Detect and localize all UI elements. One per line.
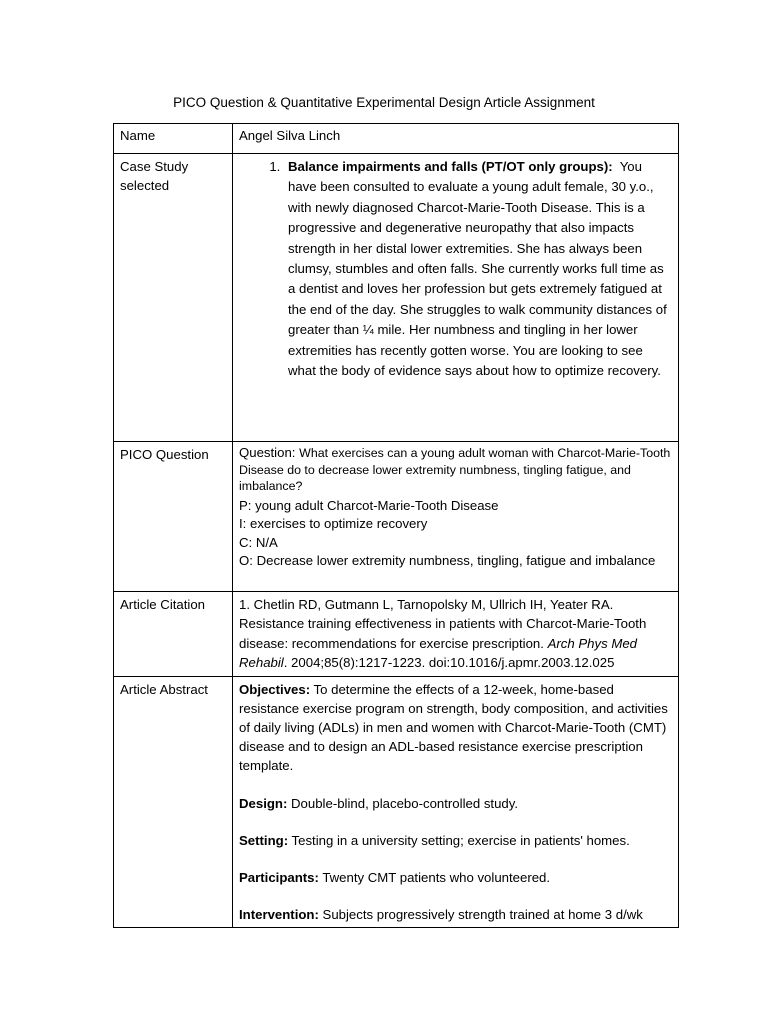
pico-o: O: Decrease lower extremity numbness, tingling, fatigue and imbalance [239, 553, 656, 569]
pico-i: I: exercises to optimize recovery [239, 516, 428, 532]
citation-tail: . 2004;85(8):1217-1223. doi:10.1016/j.apmr.2003.12.025 [283, 655, 615, 671]
design-text: Double-blind, placebo-controlled study. [291, 795, 519, 811]
name-label: Name [114, 124, 233, 154]
design-label: Design: [239, 795, 288, 811]
abstract-cell [233, 676, 679, 928]
abstract-design [239, 794, 672, 813]
citation-journal: Arch Phys Med Rehabil [239, 635, 638, 671]
objectives-label: Objectives: [239, 681, 311, 697]
objectives-text: To determine the effects of a 12-week, home-based resistance exercise program on strength, body composition, and activities of daily living (ADLs) in men and women with Charcot-Marie-Tooth (CMT) disease and to design an ADL-based resistance exercise prescription template. [239, 681, 668, 774]
table-row-citation [114, 592, 679, 677]
abstract-setting [239, 831, 672, 850]
citation-text: 1. Chetlin RD, Gutmann L, Tarnopolsky M, Ullrich IH, Yeater RA. Resistance training effectiveness in patients with Charcot-Marie-Tooth disease: recommendations for exercise prescription. [239, 597, 647, 651]
citation-label: Article Citation [114, 592, 233, 677]
case-study-heading: Balance impairments and falls (PT/OT only groups): [288, 159, 613, 174]
pico-question [239, 445, 672, 495]
case-study-label: Case Study selected [114, 154, 233, 442]
pico-label: PICO Question [114, 442, 233, 592]
setting-text: Testing in a university setting; exercise in patients' homes. [291, 832, 630, 848]
pico-p: P: young adult Charcot-Marie-Tooth Disease [239, 497, 499, 513]
intervention-label: Intervention: [239, 907, 319, 923]
abstract-intervention [239, 905, 672, 924]
setting-label: Setting: [239, 832, 289, 848]
name-value: Angel Silva Linch [233, 124, 679, 154]
case-study-body: You have been consulted to evaluate a young adult female, 30 y.o., with newly diagnosed Charcot-Marie-Tooth Disease. This is a progressive and degenerative neuropathy that also impacts strength in her distal lower extremities. She has always been clumsy, stumbles and often falls. She currently works full time as a dentist and loves her profession but gets extremely fatigued at the end of the day. She struggles to walk community distances of greater than ¼ mile. Her numbness and tingling in her lower extremities has recently gotten worse. You are looking to see what the body of evidence says about how to optimize recovery. [288, 159, 667, 379]
case-study-cell [233, 154, 679, 442]
citation-cell [233, 592, 679, 677]
abstract-objectives [239, 680, 672, 776]
intervention-text: Subjects progressively strength trained at home 3 d/wk [322, 907, 643, 923]
table-row-abstract [114, 676, 679, 928]
case-study-item [284, 157, 672, 381]
pico-c: C: N/A [239, 534, 278, 550]
participants-label: Participants: [239, 870, 319, 886]
table-row-case-study [114, 154, 679, 442]
abstract-participants [239, 868, 672, 887]
table-row-pico [114, 442, 679, 592]
table-row-name [114, 124, 679, 154]
pico-question-prefix: Question: [239, 445, 296, 460]
page-title: PICO Question & Quantitative Experimental Design Article Assignment [173, 95, 595, 110]
abstract-label: Article Abstract [114, 676, 233, 928]
case-study-list [239, 157, 672, 381]
pico-question-text: What exercises can a young adult woman with Charcot-Marie-Tooth Disease do to decrease lower extremity numbness, tingling fatigue, and imbalance? [239, 446, 671, 493]
participants-text: Twenty CMT patients who volunteered. [322, 870, 551, 886]
pico-cell [233, 442, 679, 592]
assignment-table [113, 123, 679, 928]
